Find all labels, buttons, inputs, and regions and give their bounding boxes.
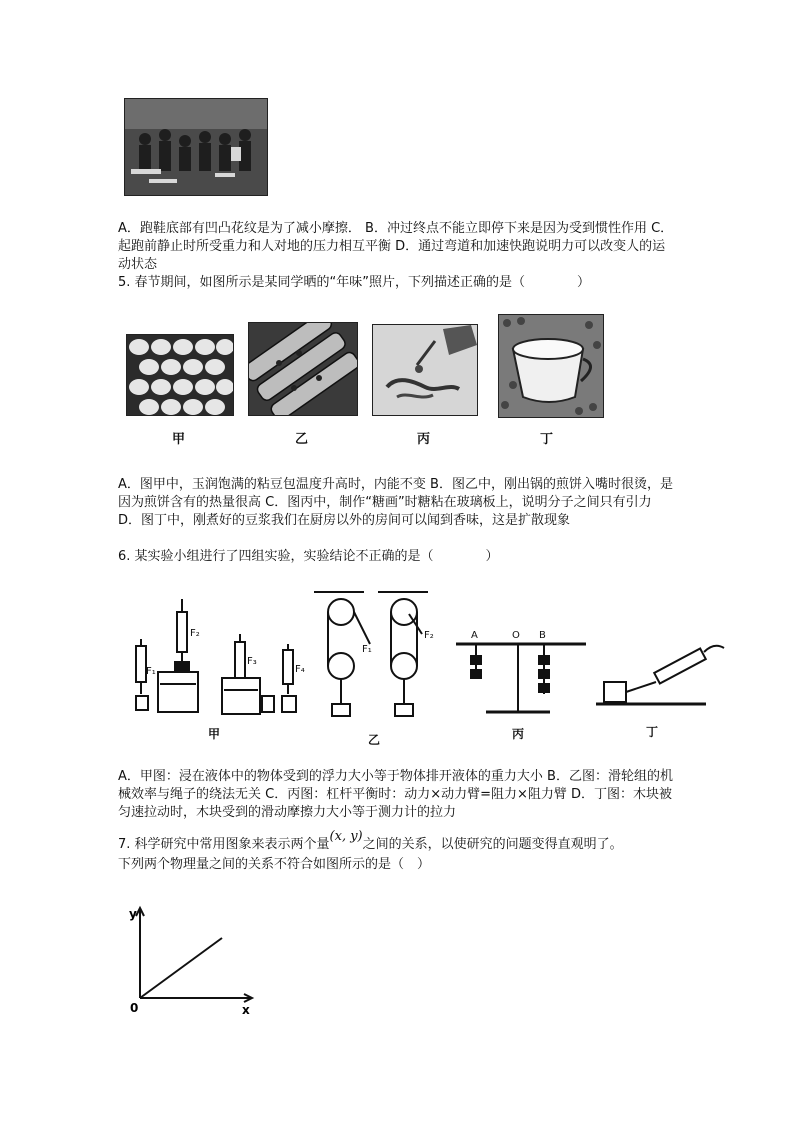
label-a: A — [471, 630, 478, 641]
q7-stem-part2: 之间的关系，以使研究的问题变得直观明了。 — [362, 837, 623, 852]
photo-ding-soymilk — [498, 314, 604, 418]
photo-bing-sugar-painting — [372, 324, 478, 416]
label-pulley-f1: F₁ — [362, 644, 372, 655]
q7-math: (x, y) — [329, 829, 363, 844]
q7-stem-part1: 7. 科学研究中常用图象来表示两个量 — [118, 837, 330, 852]
caption-jia: 甲 — [172, 432, 186, 447]
label-f3: F₃ — [247, 656, 257, 667]
caption-bing: 丙 — [417, 432, 431, 447]
q7-x-label: x — [242, 1003, 250, 1017]
label-f2: F₂ — [190, 628, 200, 639]
q4-options: A．跑鞋底部有凹凸花纹是为了减小摩擦． B．冲过终点不能立即停下来是因为受到惯性作用 C．起跑前静止时所受重力和人对地的压力相互平衡 D．通过弯道和加速快跑说明力可以改变人的运动状态 — [118, 221, 674, 272]
q7-stem — [118, 829, 678, 854]
q7-y-label: y — [129, 907, 137, 921]
label-pulley-f2: F₂ — [424, 630, 434, 641]
q7-linear-graph — [124, 900, 264, 1020]
photo-jia-buns — [126, 334, 234, 416]
q5-options: A．图甲中，玉润饱满的粘豆包温度升高时，内能不变 B．图乙中，刚出锅的煎饼入嘴时很烫，是因为煎饼含有的热量很高 C．图丙中，制作“糖画”时糖粘在玻璃板上，说明分子之间只有引力 D．图丁中，刚煮好的豆浆我们在厨房以外的房间可以闻到香味，这是扩散现象 — [118, 477, 673, 528]
q7-origin: 0 — [130, 1001, 139, 1015]
label-o: O — [512, 630, 520, 641]
q7-stem-line2: 下列两个物理量之间的关系不符合如图所示的是（ ） — [118, 857, 431, 872]
photo-yi-pancakes — [248, 322, 358, 416]
q6-stem: 6. 某实验小组进行了四组实验，实验结论不正确的是（ ） — [118, 549, 499, 564]
label-f1: F₁ — [146, 666, 156, 677]
label-f4: F₄ — [295, 664, 305, 675]
runners-photo — [124, 98, 268, 196]
caption6-yi: 乙 — [368, 733, 381, 747]
caption6-jia: 甲 — [208, 727, 221, 741]
q6-experiment-figure — [126, 584, 738, 754]
label-b: B — [539, 630, 546, 641]
caption6-bing: 丙 — [512, 727, 525, 741]
q5-stem: 5. 春节期间，如图所示是某同学晒的“年味”照片，下列描述正确的是（ ） — [118, 275, 591, 290]
caption-yi: 乙 — [295, 432, 309, 447]
q7-line — [140, 938, 222, 998]
q6-options: A．甲图：浸在液体中的物体受到的浮力大小等于物体排开液体的重力大小 B．乙图：滑轮组的机械效率与绳子的绕法无关 C．丙图：杠杆平衡时：动力×动力臂=阻力×阻力臂 D．丁图：木块被匀速拉动时，木块受到的滑动摩擦力大小等于测力计的拉力 — [118, 769, 673, 820]
caption-ding: 丁 — [540, 432, 554, 447]
caption6-ding: 丁 — [646, 725, 659, 739]
